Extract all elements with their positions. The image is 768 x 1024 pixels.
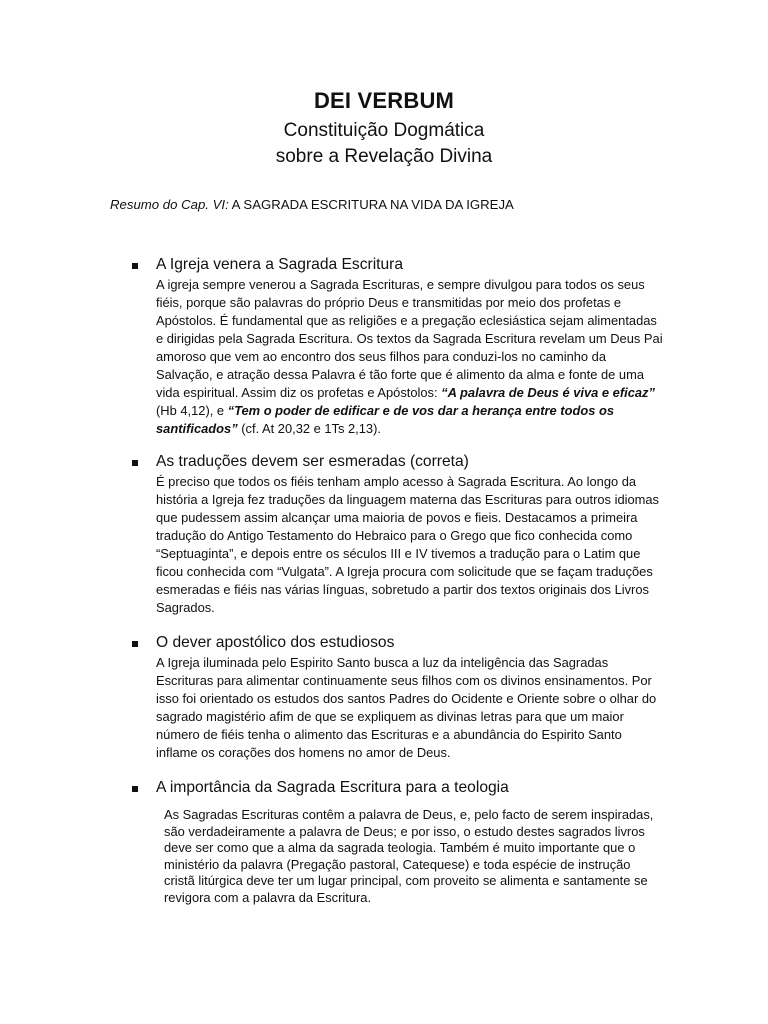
chapter-summary (110, 197, 514, 212)
section-body: É preciso que todos os fiéis tenham amplo acesso à Sagrada Escritura. Ao longo da história a Igreja fez traduções da linguagem materna das Escrituras para outros idiomas que pudessem assim alcançar uma maioria de povos e fieis. Destacamos a primeira tradução do Antigo Testamento do Hebraico para o Grego que fico conhecida como “Septuaginta”, e depois entre os séculos III e IV tivemos a tradução para o Latim que ficou conhecida com “Vulgata”. A Igreja procura com solicitude que se façam traduções esmeradas e fiéis nas várias línguas, sobretudo a partir dos textos originais dos Livros Sagrados. (156, 474, 659, 615)
body-text: (cf. At 20,32 e 1Ts 2,13). (237, 421, 381, 436)
section-heading: As traduções devem ser esmeradas (correta) (156, 453, 469, 470)
scripture-quote: “A palavra de Deus é viva e eficaz” (441, 385, 655, 400)
bullet-icon (132, 263, 138, 269)
summary-label: Resumo do Cap. VI: (110, 197, 229, 212)
section-heading: A Igreja venera a Sagrada Escritura (156, 256, 404, 273)
document-title: DEI VERBUM (313, 88, 455, 113)
document-subtitle-line1: Constituição Dogmática (283, 120, 485, 141)
section-body (156, 276, 666, 438)
body-text: A igreja sempre venerou a Sagrada Escrituras, e sempre divulgou para todos os seus fiéis, porque são palavras do próprio Deus e transmitidas por meio dos profetas e Apóstolos. É fundamental que as religiões e a pregação eclesiástica sejam alimentadas e dirigidas pela Sagrada Escritura. Os textos da Sagrada Escritura revelam um Deus Pai amoroso que vem ao encontro dos seus filhos para conduzi-los no caminho da Salvação, e atração dessa Palavra é tão forte que é alimento da alma e fonte de uma vida espiritual. Assim diz os profetas e Apóstolos: (156, 277, 663, 400)
scripture-quote: “Tem o poder de edificar e de vos dar a herança entre todos os santificados” (156, 403, 615, 436)
body-text: (Hb 4,12), e (156, 403, 228, 418)
bullet-icon (132, 641, 138, 647)
bullet-icon (132, 786, 138, 792)
summary-chapter-title: A SAGRADA ESCRITURA NA VIDA DA IGREJA (228, 197, 514, 212)
section-body: A Igreja iluminada pelo Espirito Santo busca a luz da inteligência das Sagradas Escrituras para alimentar continuamente seus filhos com os divinos ensinamentos. Por isso foi orientado os estudos dos santos Padres do Ocidente e Oriente sobre o olhar do sagrado magistério afim de que se expliquem as divinas letras para que um maior número de fiéis tenha o alimento das Escrituras e a abundância do Espirito Santo inflame os corações dos homens no amor de Deus. (156, 655, 657, 760)
document-subtitle-line2: sobre a Revelação Divina (275, 146, 493, 167)
bullet-icon (132, 460, 138, 466)
section-heading: A importância da Sagrada Escritura para a teologia (156, 779, 509, 796)
section-heading: O dever apostólico dos estudiosos (156, 634, 395, 651)
section-body: As Sagradas Escrituras contêm a palavra de Deus, e, pelo facto de serem inspiradas, são verdadeiramente a palavra de Deus; e por isso, o estudo destes sagrados livros deve ser como que a alma da sagrada teologia. Também é muito importante que o ministério da palavra (Pregação pastoral, Catequese) e toda espécie de instrução cristã litúrgica deve ter um lugar principal, com proveito se alimenta e santamente se revigora com a palavra da Escritura. (164, 807, 654, 905)
